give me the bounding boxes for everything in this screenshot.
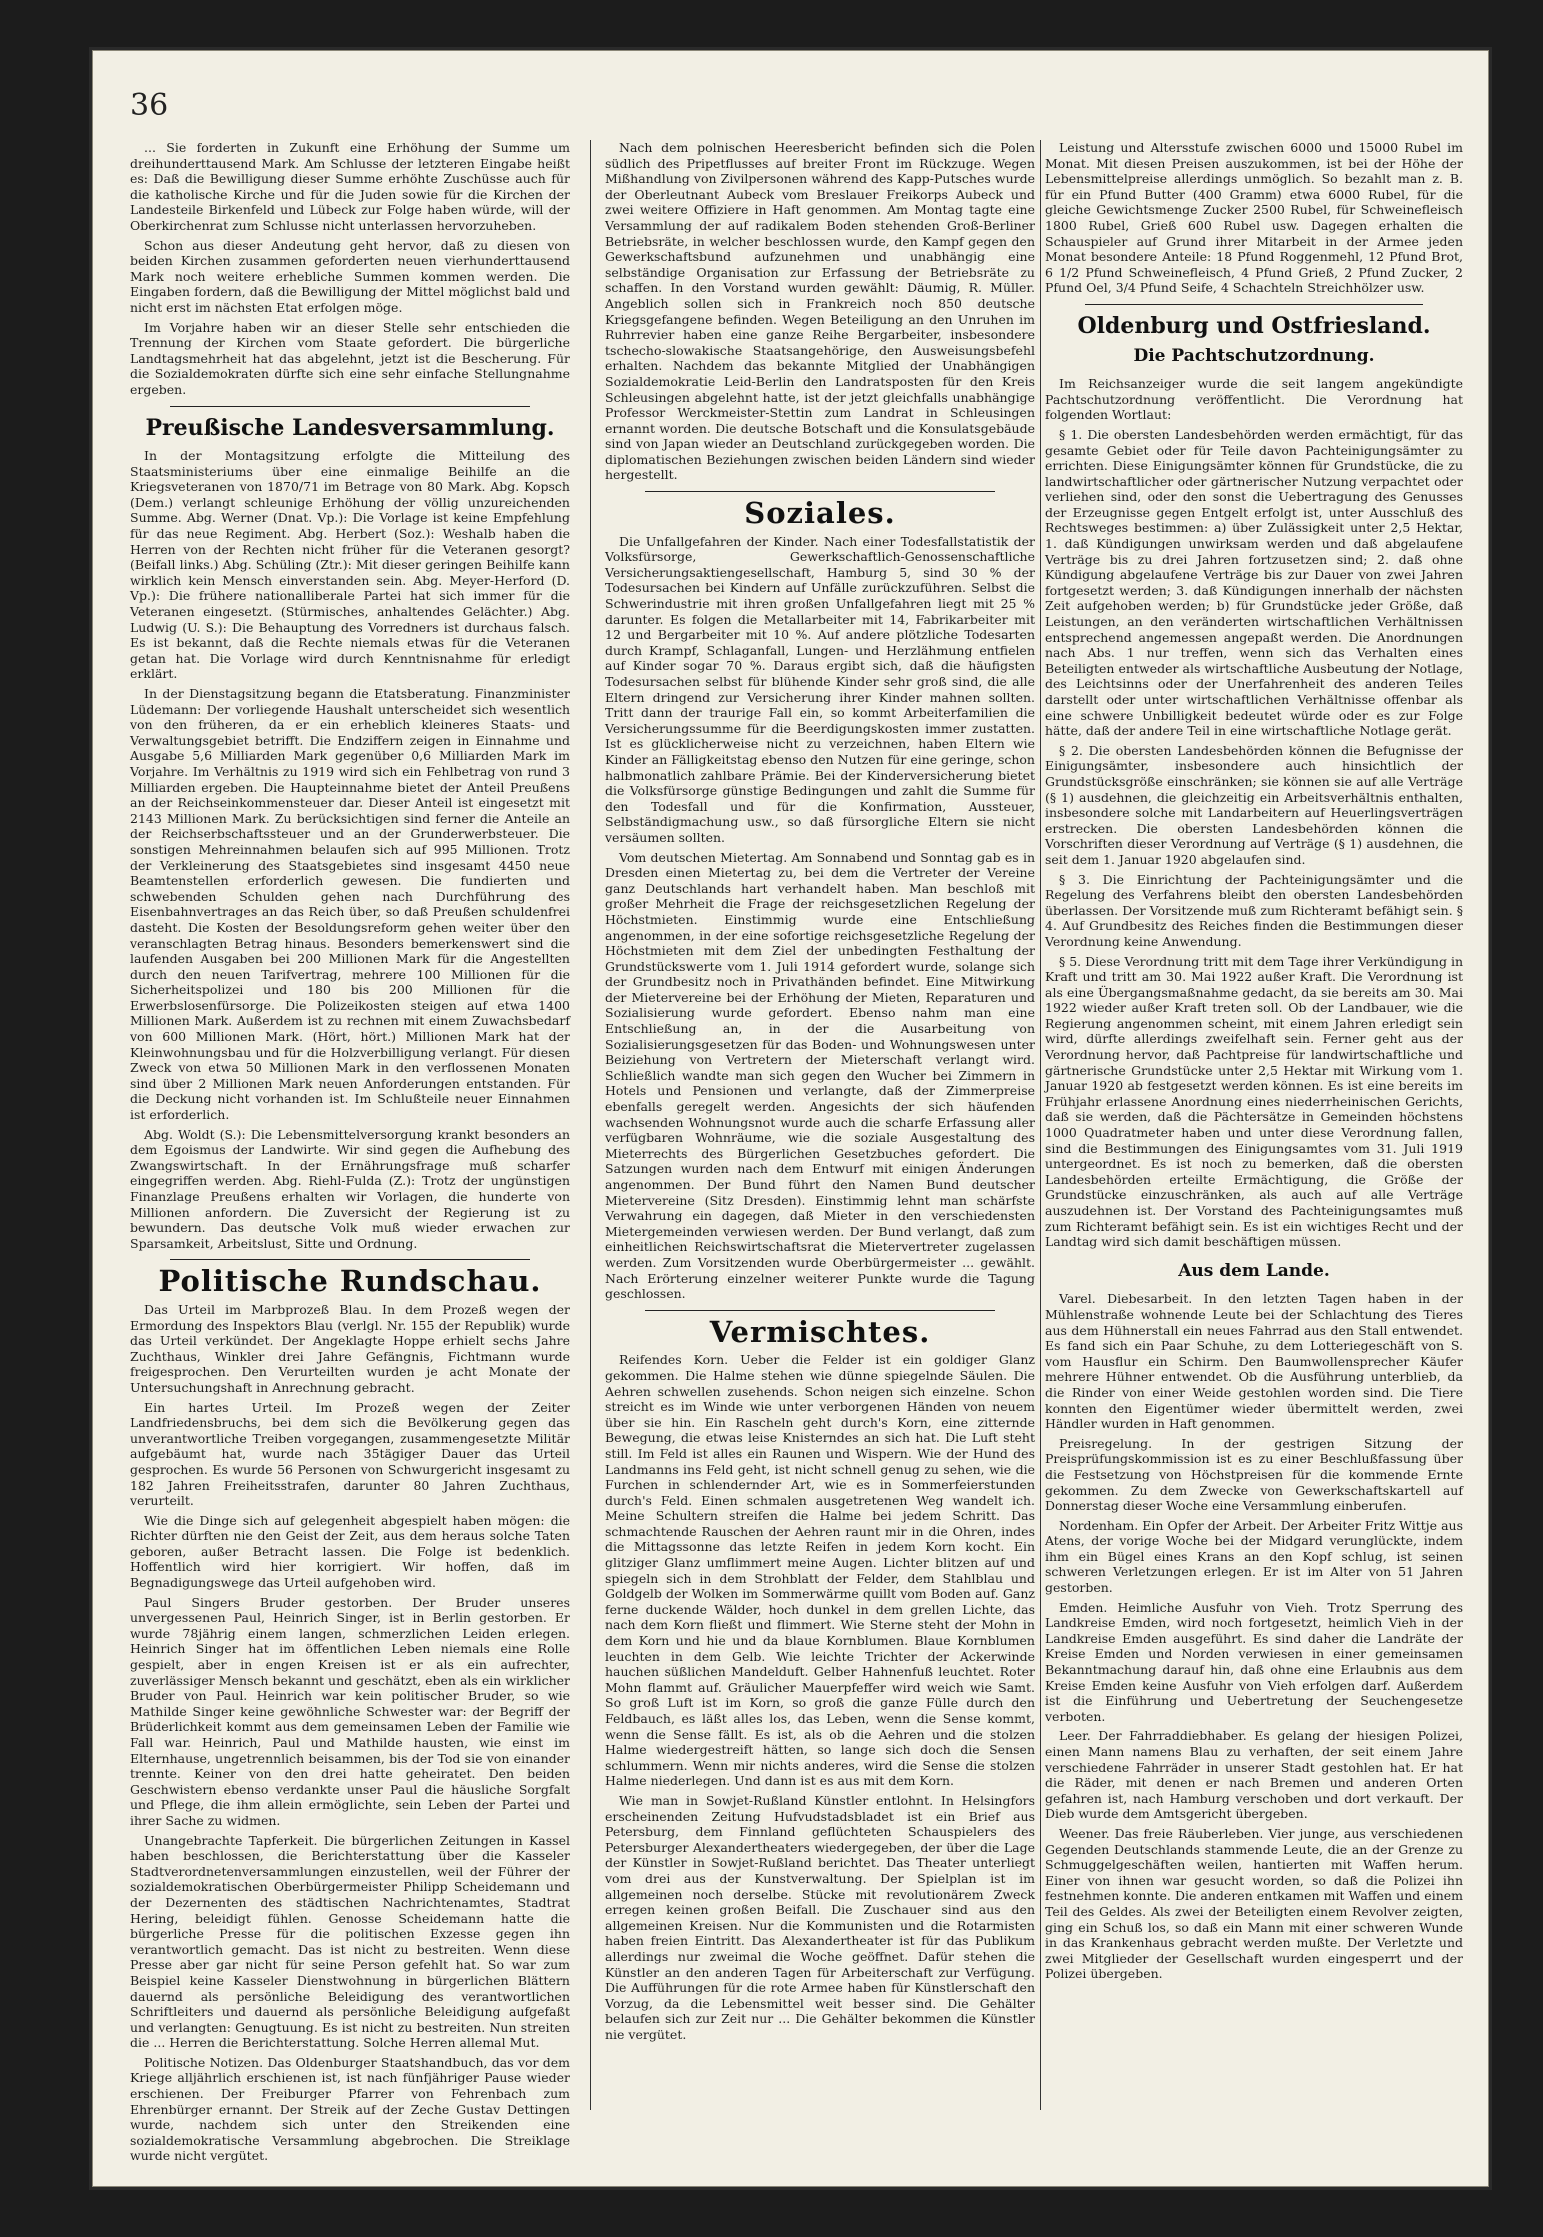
article-paragraph: Das Urteil im Marbprozeß Blau. In dem Prozeß wegen der Ermordung des Inspektors Blau (verlgl. Nr. 155 der Republik) wurde das Urteil verkündet. Der Angeklagte Hoppe erhielt sechs Jahre Zuchthaus, Winkler drei Jahre Gefängnis, Fichtmann wurde freigesprochen. Den Verurteilten wurden je acht Monate der Untersuchungshaft in Anrechnung gebracht. (130, 1301, 570, 1395)
article-paragraph: § 2. Die obersten Landesbehörden können die Befugnisse der Einigungsämter, insbesondere auch hinsichtlich der Grundstücksgröße einschränken; sie können sie auf alle Verträge (§ 1) ausdehnen, die gleichzeitig ein Arbeitsverhältnis enthalten, insbesondere solche mit Landarbeitern auf Heuerlingsverträgen erstrecken. Die obersten Landesbehörden können die Vorschriften dieser Verordnung auf Verträge (§ 1) ausdehnen, die seit dem 1. Januar 1920 abgelaufen sind. (1045, 742, 1463, 867)
article-paragraph: ... Sie forderten in Zukunft eine Erhöhung der Summe um dreihunderttausend Mark. Am Schlusse der letzteren Eingabe heißt es: Daß die Bewilligung dieser Summe erhöhte Zuschüsse auch für die katholische Kirche und für die Juden sowie für die Kirchen der Landesteile Birkenfeld und Lübeck zur Folge haben würde, will der Oberkirchenrat zum Schlusse nicht unterlassen hervorzuheben. (130, 140, 570, 233)
article-paragraph: Abg. Woldt (S.): Die Lebensmittelversorgung krankt besonders an dem Egoismus der Landwirte. Wir sind gegen die Aufhebung des Zwangswirtschaft. In der Ernährungsfrage muß scharfer eingegriffen werden. Abg. Riehl-Fulda (Z.): Trotz der ungünstigen Finanzlage Preußens erhalten wir Vorlagen, die hunderte von Millionen anfordern. Die Zuversicht der Regierung ist zu bewundern. Das deutsche Volk muß wieder erwachen zur Sparsamkeit, Arbeitslust, Sitte und Ordnung. (130, 1126, 570, 1251)
article-paragraph: Emden. Heimliche Ausfuhr von Vieh. Trotz Sperrung des Landkreise Emden, wird noch fortgesetzt, heimlich Vieh in der Landkreise Emden ausgeführt. Es sind daher die Landräte der Kreise Emden und Norden verwiesen in einer gemeinsamen Bekanntmachung darauf hin, daß ohne eine Erlaubnis aus dem Kreise Emden keine Ausfuhr von Vieh erfolgen darf. Außerdem ist die Einführung und Uebertretung der Seuchengesetze verboten. (1045, 1599, 1463, 1724)
section-divider (645, 491, 995, 492)
section-heading: Politische Rundschau. (158, 1264, 542, 1299)
column-3 (1045, 140, 1463, 2110)
article-paragraph: Politische Notizen. Das Oldenburger Staatshandbuch, das vor dem Kriege alljährlich erschienen ist, ist nach fünfjähriger Pause wieder erschienen. Der Freiburger Pfarrer von Fehrenbach zum Ehrenbürger ernannt. Der Streik auf der Zeche Gustav Dettingen wurde, nachdem sich unter den Streikenden eine sozialdemokratische Versammlung abgebrochen. Die Streiklage wurde nicht vergütet. (130, 2054, 570, 2164)
article-paragraph: § 3. Die Einrichtung der Pachteinigungsämter und die Regelung des Verfahrens bleibt den obersten Landesbehörden überlassen. Der Vorsitzende muß zum Richteramt befähigt sein. § 4. Auf Grundbesitz des Reiches finden die Bestimmungen dieser Verordnung keine Anwendung. (1045, 871, 1463, 949)
article-paragraph: Schon aus dieser Andeutung geht hervor, daß zu diesen von beiden Kirchen zusammen geforderten neuen vierhunderttausend Mark noch weitere erhebliche Summen kommen werden. Die Eingaben fordern, daß die Bewilligung der Mittel möglichst bald und nicht erst im nächsten Etat erfolgen möge. (130, 237, 570, 315)
article-paragraph: Vom deutschen Mietertag. Am Sonnabend und Sonntag gab es in Dresden einen Mietertag zu, bei dem die Vertreter der Vereine ganz Deutschlands hart verhandelt haben. Man beschloß mit großer Mehrheit die Frage der reichsgesetzlichen Regelung der Höchstmieten. Einstimmig wurde eine Entschließung angenommen, in der eine sofortige reichsgesetzliche Regelung der Höchstmieten mit dem Ziel der unbedingten Festhaltung der Grundstückswerte vom 1. Juli 1914 gefordert wurde, solange sich der Grundbesitz noch in Privathänden befindet. Eine Mitwirkung der Mietervereine bei der Erhöhung der Mieten, Reparaturen und Sozialisierung wurde gefordert. Ebenso nahm man eine Entschließung an, in der die Ausarbeitung von Sozialisierungsgesetzen für das Boden- und Wohnungswesen unter Beiziehung von Vertretern der Mieterschaft verlangt wird. Schließlich wandte man sich gegen den Wucher bei Zimmern in Hotels und Pensionen und verlangte, daß der Zimmerpreise ebenfalls geregelt werden. Angesichts der sich häufenden wachsenden Wohnungsnot wurde auch die scharfe Erfassung aller verfügbaren Wohnräume, wie die soziale Ausgestaltung des Mieterrechts des Bürgerlichen Gesetzbuches gefordert. Die Satzungen wurden nach dem Entwurf mit einigen Änderungen angenommen. Der Bund führt den Namen Bund deutscher Mietervereine (Sitz Dresden). Einstimmig lehnt man schärfste Verwahrung ein dagegen, daß Mieter in den verschiedensten Mietergemeinden verwiesen werden. Der Bund verlangt, daß zum einheitlichen Reichswirtschaftsrat die Mietervertreter zugelassen werden. Zum Vorsitzenden wurde Oberbürgermeister ... gewählt. Nach Erörterung einzelner weiterer Punkte wurde die Tagung geschlossen. (605, 849, 1035, 1302)
section-heading: Oldenburg und Ostfriesland. (1077, 312, 1431, 339)
article-paragraph: Wie man in Sowjet-Rußland Künstler entlohnt. In Helsingfors erscheinenden Zeitung Hufvudstadsbladet ist ein Brief aus Petersburg, dem Finnland geflüchteten Schauspielers des Petersburger Alexandertheaters wiedergegeben, der über die Lage der Künstler in Sowjet-Rußland berichtet. Das Theater unterliegt vom drei aus der Kunstverwaltung. Der Spielplan ist im allgemeinen noch derselbe. Stücke mit revolutionärem Zweck erregen keinen großen Beifall. Die Zuschauer sind aus den allgemeinen Kreisen. Nur die Kommunisten und die Rotarmisten haben freien Eintritt. Das Alexandertheater ist für das Publikum allerdings nur zweimal die Woche geöffnet. Dafür stehen die Künstler an den anderen Tagen für Arbeiterschaft zur Verfügung. Die Aufführungen für die rote Armee haben für Künstlerschaft den Vorzug, da die Lebensmittel weit besser sind. Die Gehälter belaufen sich zur Zeit nur ... Die Gehälter bekommen die Künstler nie vergütet. (605, 1792, 1035, 2042)
article-paragraph: Preisregelung. In der gestrigen Sitzung der Preisprüfungskommission ist es zu einer Beschlußfassung über die Festsetzung von Höchstpreisen für die kommende Ernte gekommen. Zu dem Zwecke von Gewerkschaftskartell auf Donnerstag dieser Woche eine Versammlung einberufen. (1045, 1435, 1463, 1514)
section-heading: Preußische Landesversammlung. (145, 414, 555, 441)
column-rule-2 (1040, 140, 1041, 2110)
section-divider (170, 406, 530, 407)
column-2 (605, 140, 1035, 2110)
article-paragraph: Weener. Das freie Räuberleben. Vier junge, aus verschiedenen Gegenden Deutschlands stammende Leute, die an der Grenze zu Schmuggelgeschäften weilen, hantierten mit Waffen herum. Einer von ihnen war gesucht worden, so daß die Polizei ihn festnehmen konnte. Die anderen entkamen mit Waffen und einem Teil des Geldes. Als zwei der Beteiligten einem Revolver zeigten, ging ein Schuß los, so daß ein Mann mit einer schweren Wunde in das Krankenhaus gebracht werden mußte. Der Verletzte und zwei Mitglieder der Gesellschaft wurden eingesperrt und der Polizei übergeben. (1045, 1825, 1463, 1982)
section-divider (645, 1310, 995, 1311)
section-divider (170, 1259, 530, 1260)
article-paragraph: Leistung und Altersstufe zwischen 6000 und 15000 Rubel im Monat. Mit diesen Preisen auszukommen, ist bei der Höhe der Lebensmittelpreise allerdings unmöglich. So bezahlt man z. B. für ein Pfund Butter (400 Gramm) etwa 6000 Rubel, für die gleiche Gewichtsmenge Zucker 2500 Rubel, für Schweinefleisch 1800 Rubel, Grieß 600 Rubel usw. Dagegen erhalten die Schauspieler auf Grund ihrer Mitarbeit in der Armee jeden Monat besondere Anteile: 18 Pfund Roggenmehl, 12 Pfund Brot, 6 1/2 Pfund Schweinefleisch, 4 Pfund Grieß, 2 Pfund Zucker, 2 Pfund Oel, 3/4 Pfund Seife, 4 Schachteln Streichhölzer usw. (1045, 140, 1463, 296)
section-heading: Soziales. (744, 496, 896, 531)
article-paragraph: Im Vorjahre haben wir an dieser Stelle sehr entschieden die Trennung der Kirchen vom Staate gefordert. Die bürgerliche Landtagsmehrheit hat das abgelehnt, jetzt ist die Bescherung. Für die Sozialdemokraten dürfte sich eine sehr einfache Stellungnahme ergeben. (130, 319, 570, 397)
article-paragraph: Die Unfallgefahren der Kinder. Nach einer Todesfallstatistik der Volksfürsorge, Gewerkschaftlich-Genossenschaftliche Versicherungsaktiengesellschaft, Hamburg 5, sind 30 % der Todesursachen bei Kindern auf Unfälle zurückzuführen. Selbst die Schwerindustrie mit ihren großen Unfallgefahren liegt mit 25 % darunter. Es folgen die Metallarbeiter mit 14, Fabrikarbeiter mit 12 und Bergarbeiter mit 10 %. Auf andere plötzliche Todesarten durch Krampf, Schlaganfall, Lungen- und Herzlähmung entfielen auf Kinder sogar 70 %. Daraus ergibt sich, daß die häufigsten Todesursachen selbst für blühende Kinder sehr groß sind, die alle Eltern dringend zur Versicherung ihrer Kinder mahnen sollten. Tritt dann der traurige Fall ein, so kommt Arbeiterfamilien die Versicherungssumme für die Beerdigungskosten immer zustatten. Ist es glücklicherweise nicht zu verzeichnen, haben Eltern wie Kinder an Fälligkeitstag ebenso den Nutzen für eine geringe, schon halbmonatlich zahlbare Prämie. Bei der Kinderversicherung bietet die Volksfürsorge günstige Bedingungen und zahlt die Summe für den Todesfall und für die Konfirmation, Aussteuer, Selbständigmachung usw., so daß fürsorgliche Eltern sie nicht versäumen sollten. (605, 533, 1035, 845)
article-paragraph: § 1. Die obersten Landesbehörden werden ermächtigt, für das gesamte Gebiet oder für Teile davon Pachteinigungsämter zu errichten. Diese Einigungsämter können für Grundstücke, die zu landwirtschaftlicher oder gärtnerischer Nutzung verpachtet oder verliehen sind, oder den sonst die Uebertragung des Genusses der Erzeugnisse gegen Entgelt erfolgt ist, unter Ausschluß des Rechtsweges bestimmen: a) über Zulässigkeit unter 2,5 Hektar, 1. daß Kündigungen unwirksam werden und daß abgelaufene Verträge bis zu drei Jahren fortzusetzen sind; 2. daß ohne Kündigung abgelaufene Verträge bis zur Dauer von zwei Jahren fortgesetzt werden; 3. daß Kündigungen innerhalb der nächsten Zeit aufgehoben werden; b) für Grundstücke jeder Größe, daß Leistungen, an den veränderten wirtschaftlichen Verhältnissen entsprechend angemessen angepaßt werden. Die Anordnungen nach Abs. 1 nur treffen, wenn sich das Verhalten eines Beteiligten entweder als wirtschaftliche Ausbeutung der Notlage, des Leichtsinns oder der Unerfahrenheit des anderen Teiles darstellt oder unter wirtschaftlichen Verhältnisse offenbar als eine schwere Unbilligkeit bedeutet würde oder es zur Folge hätte, daß der andere Teil in eine wirtschaftliche Notlage gerät. (1045, 426, 1463, 739)
column-rule-1 (590, 140, 591, 2110)
subsection-heading: Die Pachtschutzordnung. (1133, 345, 1375, 366)
article-paragraph: Wie die Dinge sich auf gelegenheit abgespielt haben mögen: die Richter dürften nie den Geist der Zeit, aus dem heraus solche Taten geboren, außer Betracht lassen. Die Folge ist bedenklich. Hoffentlich wird hier korrigiert. Wir hoffen, daß im Begnadigungswege das Urteil aufgehoben wird. (130, 1512, 570, 1591)
article-paragraph: § 5. Diese Verordnung tritt mit dem Tage ihrer Verkündigung in Kraft und tritt am 30. Mai 1922 außer Kraft. Die Verordnung ist als eine Übergangsmaßnahme gedacht, da sie bereits am 30. Mai 1922 wieder außer Kraft treten soll. Ob der Landbauer, wie die Regierung angenommen scheint, mit einem Jahren erledigt sein wird, dürfte allerdings zweifelhaft sein. Ferner geht aus der Verordnung hervor, daß Pachtpreise für landwirtschaftliche und gärtnerische Grundstücke unter 2,5 Hektar mit Wirkung vom 1. Januar 1920 ab festgesetzt werden können. Es ist eine bereits im Frühjahr erlassene Anordnung eines niederrheinischen Gerichts, daß sie werden, daß die Pächtersätze in Gemeinden höchstens 1000 Quadratmeter haben und unter diese Verordnung fallen, sind die Bestimmungen des Einigungsamtes vom 31. Juli 1919 untergeordnet. Es ist noch zu bemerken, daß die obersten Landesbehörden erteilte Ermächtigung, die Größe der Grundstücke einzuschränken, als auch auf alle Verträge auszudehnen ist. Der Vorstand des Pachteinigungsamtes muß zum Richteramt befähigt sein. Es ist ein wichtiges Recht und der Landtag wird sich damit beschäftigen müssen. (1045, 953, 1463, 1250)
article-paragraph: Reifendes Korn. Ueber die Felder ist ein goldiger Glanz gekommen. Die Halme stehen wie dünne spiegelnde Säulen. Die Aehren schwellen zusehends. Schon neigen sich einzelne. Schon streicht es im Winde wie unter verborgenen Händen von neuem über sie hin. Ein Rascheln geht durch's Korn, eine zitternde Bewegung, die etwas leise Knisterndes an sich hat. Die Luft steht still. Im Feld ist alles ein Raunen und Wispern. Wie der Hund des Landmanns ins Feld geht, ist nicht schnell genug zu sehen, wie die Furchen in schlendernder Art, wie es in Sommerfeierstunden durch's Feld. Einen schmalen ausgetretenen Weg wandelt ich. Meine Schultern streifen die Halme bei jedem Schritt. Das schmachtende Rauschen der Aehren raunt mir in die Ohren, indes die Mittagssonne das letzte Reifen in jedem Korn kocht. Ein glitziger Glanz umflimmert meine Augen. Lichter blitzen auf und spiegeln sich in dem Strohblatt der Felder, dem Stahlblau und Goldgelb der Wolken im Sommerwärme quillt vom Boden auf. Ganz ferne duckende Wälder, hoch dunkel in dem grellen Lichte, das nach dem Korn fließt und flimmert. Wie Sterne steht der Mohn in dem Korn und hie und da blaue Kornblumen. Blaue Kornblumen leuchten in dem Gelb. Wie leichte Trichter der Ackerwinde hauchen süßlichen Mandelduft. Gelber Hahnenfuß leuchtet. Roter Mohn flammt auf. Gräulicher Mauerpfeffer wird weich wie Samt. So groß Luft ist im Korn, so groß die ganze Fülle durch den Feldbauch, es läßt alles los, das Leben, wenn die Sense kommt, wenn die Sense fällt. Es ist, als ob die Aehren und die stolzen Halme wiedergestreift hätten, so lange sich doch die Sensen schlummern. Wenn mir nichts anderes, wird die Sense die stolzen Halme niederlegen. Und dann ist es aus mit dem Korn. (605, 1352, 1035, 1789)
article-paragraph: In der Dienstagsitzung begann die Etatsberatung. Finanzminister Lüdemann: Der vorliegende Haushalt unterscheidet sich wesentlich von den früheren, da er ein erheblich kleineres Staats- und Verwaltungsgebiet betrifft. Die Endziffern zeigen in Einnahme und Ausgabe 5,6 Milliarden Mark gegenüber 0,6 Milliarden Mark im Vorjahre. Im Verhältnis zu 1919 wird sich ein Fehlbetrag von rund 3 Milliarden ergeben. Die Haupteinnahme bietet der Anteil Preußens an der Reichseinkommensteuer dar. Dieser Anteil ist eingesetzt mit 2143 Millionen Mark. Zu berücksichtigen sind ferner die Anteile an der Reichserbschaftssteuer und an der Grunderwerbsteuer. Die sonstigen Mehreinnahmen belaufen sich auf 995 Millionen. Trotz der Verkleinerung des Staatsgebietes sind insgesamt 4450 neue Beamtenstellen erforderlich gewesen. Die fundierten und schwebenden Schulden gehen nach Durchführung des Eisenbahnvertrages an das Reich über, so daß Preußen schuldenfrei dasteht. Die Kosten der Besoldungsreform gehen weiter über den veranschlagten Betrag hinaus. Besonders bemerkenswert sind die laufenden Ausgaben bei 200 Millionen Mark für die Angestellten durch den neuen Tarifvertrag, mehrere 100 Millionen für die Sicherheitspolizei und 180 bis 200 Millionen für die Erwerbslosenfürsorge. Die Polizeikosten steigen auf etwa 1400 Millionen Mark. Außerdem ist zu rechnen mit einem Zuwachsbedarf von 600 Millionen Mark. (Hört, hört.) Millionen Mark hat der Kleinwohnungsbau und für die Holzverbilligung verlangt. Für diesen Zweck von etwa 50 Millionen Mark in den verflossenen Monaten sind über 2 Millionen Mark neuen Anforderungen entstanden. Für die Deckung nicht vorhanden ist. Im Schlußteile neuer Einnahmen ist erforderlich. (130, 686, 570, 1123)
article-paragraph: Nach dem polnischen Heeresbericht befinden sich die Polen südlich des Pripetflusses auf breiter Front im Rückzuge. Wegen Mißhandlung von Zivilpersonen während des Kapp-Putsches wurde der Oberleutnant Aubeck vom Breslauer Freikorps Aubeck und zwei weitere Offiziere in Haft genommen. Am Montag tagte eine Versammlung der auf radikalem Boden stehenden Groß-Berliner Betriebsräte, in welcher beschlossen wurde, den Kampf gegen den Gewerkschaftsbund aufzunehmen und unabhängig eine selbständige Organisation zur Erfassung der Betriebsräte zu schaffen. In den Vorstand wurden gewählt: Däumig, R. Müller. Angeblich sollen sich in Frankreich noch 850 deutsche Kriegsgefangene befinden. Wegen Beteiligung an den Unruhen im Ruhrrevier haben eine ganze Reihe Bergarbeiter, insbesondere tschecho-slowakische Staatsangehörige, den Ausweisungsbefehl erhalten. Nachdem das bekannte Mitglied der Unabhängigen Sozialdemokratie Leid-Berlin den Landratsposten für den Kreis Schleusingen abgelehnt hatte, ist der jetzt gleichfalls unabhängige Professor Werckmeister-Stettin zum Landrat in Schleusingen ernannt worden. Die deutsche Botschaft und die Konsulatsgebäude sind von Japan wieder an Deutschland zurückgegeben worden. Die diplomatischen Beziehungen zwischen beiden Ländern sind wieder hergestellt. (605, 140, 1035, 483)
subsection-heading: Aus dem Lande. (1178, 1260, 1330, 1281)
article-paragraph: Nordenham. Ein Opfer der Arbeit. Der Arbeiter Fritz Wittje aus Atens, der vorige Woche bei der Midgard verunglückte, indem ihm ein Bügel eines Krans an den Kopf schlug, ist seinen schweren Verletzungen erlegen. Er ist im Alter von 51 Jahren gestorben. (1045, 1517, 1463, 1596)
section-divider (1085, 304, 1423, 305)
article-paragraph: Varel. Diebesarbeit. In den letzten Tagen haben in der Mühlenstraße wohnende Leute bei der Schlachtung des Tieres aus dem Hühnerstall ein neues Fahrrad aus den Stall entwendet. Es fand sich ein Paar Schuhe, zu dem Lotteriegeschäft von S. vom Hausflur ein Schirm. Den Baumwollensprecher Käufer mehrere Hühner entwendet. Ob die Ausführung unterblieb, da die Rinder von einer Weide gestohlen worden sind. Die Tiere konnten den Eigentümer wieder übermittelt werden, zwei Händler wurden in Haft genommen. (1045, 1291, 1463, 1432)
article-paragraph: Im Reichsanzeiger wurde die seit langem angekündigte Pachtschutzordnung veröffentlicht. Die Verordnung hat folgenden Wortlaut: (1045, 376, 1463, 423)
column-1 (130, 140, 570, 2164)
section-heading: Vermischtes. (709, 1314, 931, 1349)
article-paragraph: Unangebrachte Tapferkeit. Die bürgerlichen Zeitungen in Kassel haben beschlossen, die Berichterstattung über die Kasseler Stadtverordnetenversammlungen einzustellen, weil der Führer der sozialdemokratischen Oberbürgermeister Philipp Scheidemann und der Dezernenten des städtischen Nachrichtenamtes, Stadtrat Hering, beleidigt fühlen. Genosse Scheidemann hatte die bürgerliche Presse für die politischen Exzesse gegen ihn verantwortlich gemacht. Das ist nicht zu bestreiten. Wenn diese Presse aber gar nicht für seine Person gefehlt hat. So war zum Beispiel keine Kasseler Dienstwohnung in bürgerlichen Blättern dauernd als persönliche Beleidigung des verantwortlichen Schriftleiters und dauernd als persönliche Beleidigung aufgefaßt und verlangten: Genugtuung. Es ist nicht zu bestreiten. Nun streiten die ... Herren die Berichterstattung. Solche Herren allemal Mut. (130, 1832, 570, 2051)
article-paragraph: Leer. Der Fahrraddiebhaber. Es gelang der hiesigen Polizei, einen Mann namens Blau zu verhaften, der seit einem Jahre verschiedene Fahrräder in unserer Stadt gestohlen hat. Er hat die Räder, mit denen er nach Bremen und anderen Orten gefahren ist, nach Hamburg verschoben und dort verkauft. Der Dieb wurde dem Amtsgericht übergeben. (1045, 1728, 1463, 1822)
article-paragraph: Ein hartes Urteil. Im Prozeß wegen der Zeiter Landfriedensbruchs, bei dem sich die Bevölkerung gegen das unverantwortliche Treiben vorgegangen, zusammengesetzte Militär aufgebäumt hat, wurde nach 35tägiger Dauer das Urteil gesprochen. Es wurde 56 Personen von Schwurgericht insgesamt zu 182 Jahren Freiheitsstrafen, darunter 80 Jahren Zuchthaus, verurteilt. (130, 1399, 570, 1509)
page-number: 36 (130, 88, 169, 123)
article-paragraph: In der Montagsitzung erfolgte die Mitteilung des Staatsministeriums über eine einmalige Beihilfe an die Kriegsveteranen von 1870/71 im Betrage von 80 Mark. Abg. Kopsch (Dem.) verlangt schleunige Erhöhung der völlig unzureichenden Summe. Abg. Werner (Dnat. Vp.): Die Vorlage ist keine Empfehlung für das neue Regiment. Abg. Herbert (Soz.): Weshalb haben die Herren von der Rechten nicht früher für die Veteranen gesorgt? (Beifall links.) Abg. Schüling (Ztr.): Mit dieser geringen Beihilfe kann wirklich kein Mensch einverstanden sein. Abg. Meyer-Herford (D. Vp.): Die frühere nationalliberale Partei hat sich immer für die Veteranen eingesetzt. (Stürmisches, anhaltendes Gelächter.) Abg. Ludwig (U. S.): Die Behauptung des Vorredners ist durchaus falsch. Es ist bekannt, daß die Rechte niemals etwas für die Veteranen getan hat. Die Vorlage wird durch Kenntnisnahme für erledigt erklärt. (130, 448, 570, 682)
article-paragraph: Paul Singers Bruder gestorben. Der Bruder unseres unvergessenen Paul, Heinrich Singer, ist in Berlin gestorben. Er wurde 78jährig einem langen, schmerzlichen Leiden erlegen. Heinrich Singer hat im öffentlichen Leben niemals eine Rolle gespielt, aber in engen Kreisen ist er als ein aufrechter, zuverlässiger Mensch bekannt und geschätzt, eben als ein wirklicher Bruder von Paul. Heinrich war kein politischer Bruder, so wie Mathilde Singer keine gewöhnliche Schwester war: der Begriff der Brüderlichkeit kommt aus dem gemeinsamen Leben der Familie wie Fall war. Heinrich, Paul und Mathilde hausten, wie einst im Elternhause, ungetrennlich beisammen, bis der Tod sie von einander trennte. Keiner von den drei hatte geheiratet. Den beiden Geschwistern ebenso verdankte unser Paul die häusliche Sorgfalt und Pflege, die ihm allein ermöglichte, sein Leben der Partei und ihrer Sache zu widmen. (130, 1594, 570, 1828)
